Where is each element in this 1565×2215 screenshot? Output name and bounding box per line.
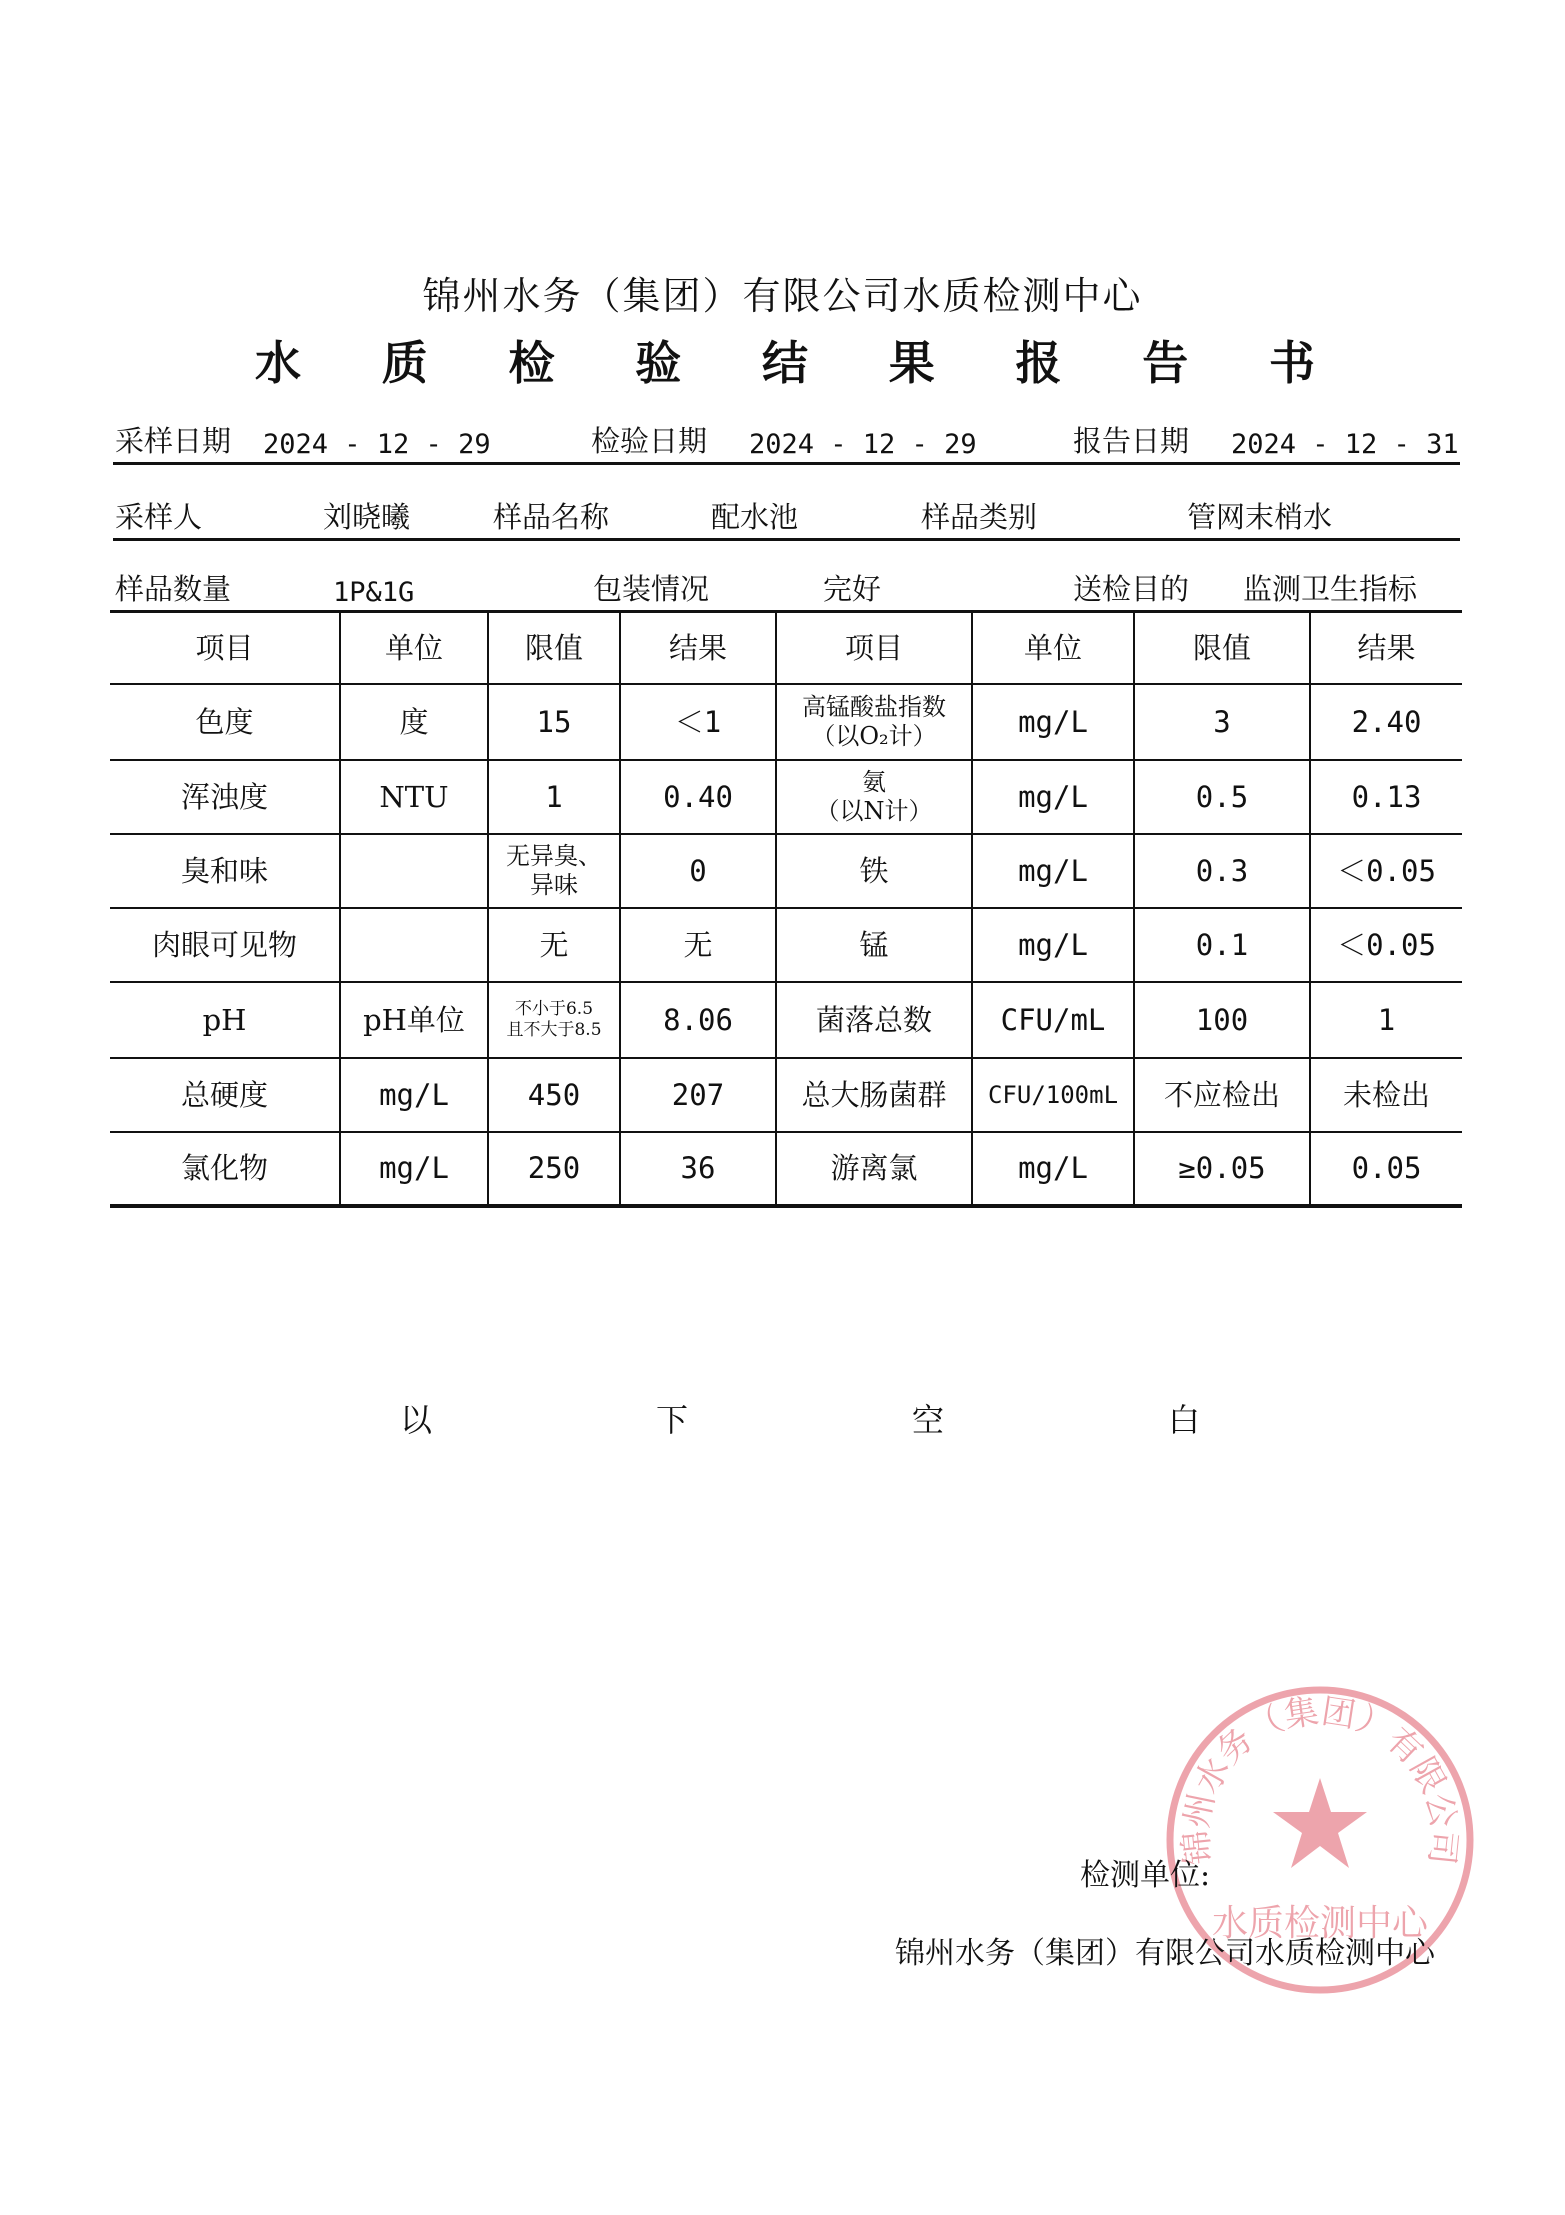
header-cell: 单位 xyxy=(340,612,488,685)
unit-cell: mg/L xyxy=(972,908,1134,982)
test-date-label: 检验日期 xyxy=(591,424,708,458)
sample-info-row xyxy=(113,494,1460,541)
result-cell: ＜0.05 xyxy=(1310,908,1462,982)
unit-cell: mg/L xyxy=(972,834,1134,908)
limit-cell xyxy=(488,834,620,908)
item-cell: 铁 xyxy=(776,834,972,908)
limit-cell: 0.5 xyxy=(1134,760,1310,834)
organization-title: 锦州水务（集团）有限公司水质检测中心 xyxy=(422,274,1143,318)
limit-cell: 100 xyxy=(1134,982,1310,1058)
result-cell: 无 xyxy=(620,908,776,982)
limit-cell xyxy=(488,982,620,1058)
doc-title-char: 检 xyxy=(508,336,555,390)
packaging-value: 完好 xyxy=(823,572,882,606)
blank-char: 白 xyxy=(1167,1401,1200,1439)
unit-cell: mg/L xyxy=(340,1058,488,1132)
limit-cell: 0.1 xyxy=(1134,908,1310,982)
limit-cell: 15 xyxy=(488,684,620,760)
blank-char: 下 xyxy=(655,1401,688,1439)
header-cell: 限值 xyxy=(1134,612,1310,685)
report-date-label: 报告日期 xyxy=(1073,424,1190,458)
unit-cell: mg/L xyxy=(972,684,1134,760)
limit-line: 无异臭、 xyxy=(506,842,602,871)
limit-cell: 1 xyxy=(488,760,620,834)
item-cell xyxy=(776,684,972,760)
limit-cell: 0.3 xyxy=(1134,834,1310,908)
table-row xyxy=(110,1058,1462,1132)
item-cell: 总大肠菌群 xyxy=(776,1058,972,1132)
item-cell: 肉眼可见物 xyxy=(110,908,340,982)
sampler-value: 刘晓曦 xyxy=(323,500,411,534)
result-cell: 2.40 xyxy=(1310,684,1462,760)
doc-title-char: 果 xyxy=(888,336,935,390)
quantity-value: 1P&1G xyxy=(333,577,415,608)
unit-cell: CFU/mL xyxy=(972,982,1134,1058)
limit-line: 异味 xyxy=(530,871,578,899)
limit-cell: 无 xyxy=(488,908,620,982)
item-cell: 游离氯 xyxy=(776,1132,972,1206)
table-row xyxy=(110,834,1462,908)
result-cell: 1 xyxy=(1310,982,1462,1058)
doc-title-char: 书 xyxy=(1269,336,1315,390)
item-cell: 总硬度 xyxy=(110,1058,340,1132)
table-row xyxy=(110,760,1462,834)
unit-cell: pH单位 xyxy=(340,982,488,1058)
limit-cell: 250 xyxy=(488,1132,620,1206)
result-cell: 207 xyxy=(620,1058,776,1132)
header-cell: 限值 xyxy=(488,612,620,685)
sample-type-value: 管网末梢水 xyxy=(1187,500,1333,534)
blank-char: 空 xyxy=(911,1401,944,1439)
item-line: 高锰酸盐指数 xyxy=(802,693,946,722)
result-cell: ＜1 xyxy=(620,684,776,760)
unit-cell: NTU xyxy=(340,760,488,834)
unit-cell: CFU/100mL xyxy=(972,1058,1134,1132)
doc-title-char: 结 xyxy=(762,336,808,390)
item-cell: 臭和味 xyxy=(110,834,340,908)
item-cell: 色度 xyxy=(110,684,340,760)
packaging-label: 包装情况 xyxy=(593,572,710,606)
item-cell: 锰 xyxy=(776,908,972,982)
sample-name-label: 样品名称 xyxy=(493,500,610,534)
item-cell: 浑浊度 xyxy=(110,760,340,834)
seal-inner-text: 水质检测中心 xyxy=(1211,1903,1429,1944)
limit-cell: ≥0.05 xyxy=(1134,1132,1310,1206)
unit-cell: 度 xyxy=(340,684,488,760)
result-cell: 0 xyxy=(620,834,776,908)
table-row xyxy=(110,684,1462,760)
limit-cell: 450 xyxy=(488,1058,620,1132)
result-cell: 未检出 xyxy=(1310,1058,1462,1132)
result-cell: 36 xyxy=(620,1132,776,1206)
results-table xyxy=(110,610,1462,1208)
header-cell: 项目 xyxy=(776,612,972,685)
purpose-label: 送检目的 xyxy=(1073,572,1190,606)
sampling-date-value: 2024 - 12 - 29 xyxy=(263,429,491,460)
limit-cell: 3 xyxy=(1134,684,1310,760)
table-row xyxy=(110,982,1462,1058)
sample-detail-row xyxy=(113,566,1460,613)
unit-cell: mg/L xyxy=(340,1132,488,1206)
doc-title-char: 验 xyxy=(635,336,682,390)
unit-cell: mg/L xyxy=(972,1132,1134,1206)
doc-title-char: 报 xyxy=(1015,336,1062,390)
purpose-value: 监测卫生指标 xyxy=(1243,572,1418,606)
unit-cell xyxy=(340,908,488,982)
table-header-row xyxy=(110,612,1462,685)
blank-notice xyxy=(400,1395,1200,1441)
seal-star-icon xyxy=(1273,1778,1367,1868)
item-cell: 菌落总数 xyxy=(776,982,972,1058)
header-cell: 结果 xyxy=(1310,612,1462,685)
blank-char: 以 xyxy=(400,1401,433,1439)
doc-title-char: 告 xyxy=(1142,336,1189,390)
result-cell: 0.13 xyxy=(1310,760,1462,834)
unit-cell xyxy=(340,834,488,908)
sampler-label: 采样人 xyxy=(115,500,203,534)
item-line: （以N计） xyxy=(815,797,933,825)
item-line: 氨 xyxy=(862,768,886,797)
test-date-value: 2024 - 12 - 29 xyxy=(749,429,977,460)
result-cell: 0.40 xyxy=(620,760,776,834)
testing-unit-org: 锦州水务（集团）有限公司水质检测中心 xyxy=(895,1936,1435,1971)
limit-line: 不小于6.5 xyxy=(514,998,594,1019)
limit-cell: 不应检出 xyxy=(1134,1058,1310,1132)
header-cell: 单位 xyxy=(972,612,1134,685)
sample-name-value: 配水池 xyxy=(711,500,799,534)
limit-line: 且不大于8.5 xyxy=(506,1020,602,1040)
table-row xyxy=(110,1132,1462,1206)
header-cell: 项目 xyxy=(110,612,340,685)
item-cell: 氯化物 xyxy=(110,1132,340,1206)
seal-outer-text: 锦州水务（集团）有限公司 xyxy=(1176,1691,1464,1867)
result-cell: 0.05 xyxy=(1310,1132,1462,1206)
item-cell xyxy=(776,760,972,834)
doc-title-char: 质 xyxy=(381,336,428,390)
quantity-label: 样品数量 xyxy=(115,572,232,606)
sample-type-label: 样品类别 xyxy=(921,500,1038,534)
testing-unit-label: 检测单位: xyxy=(1080,1858,1211,1893)
table-row xyxy=(110,908,1462,982)
item-line: （以O₂计） xyxy=(811,722,937,750)
report-date-value: 2024 - 12 - 31 xyxy=(1231,429,1459,460)
document-title xyxy=(255,330,1315,390)
dates-row xyxy=(113,418,1460,465)
result-cell: ＜0.05 xyxy=(1310,834,1462,908)
doc-title-char: 水 xyxy=(255,336,301,390)
unit-cell: mg/L xyxy=(972,760,1134,834)
header-cell: 结果 xyxy=(620,612,776,685)
sampling-date-label: 采样日期 xyxy=(115,424,232,458)
result-cell: 8.06 xyxy=(620,982,776,1058)
item-cell: pH xyxy=(110,982,340,1058)
